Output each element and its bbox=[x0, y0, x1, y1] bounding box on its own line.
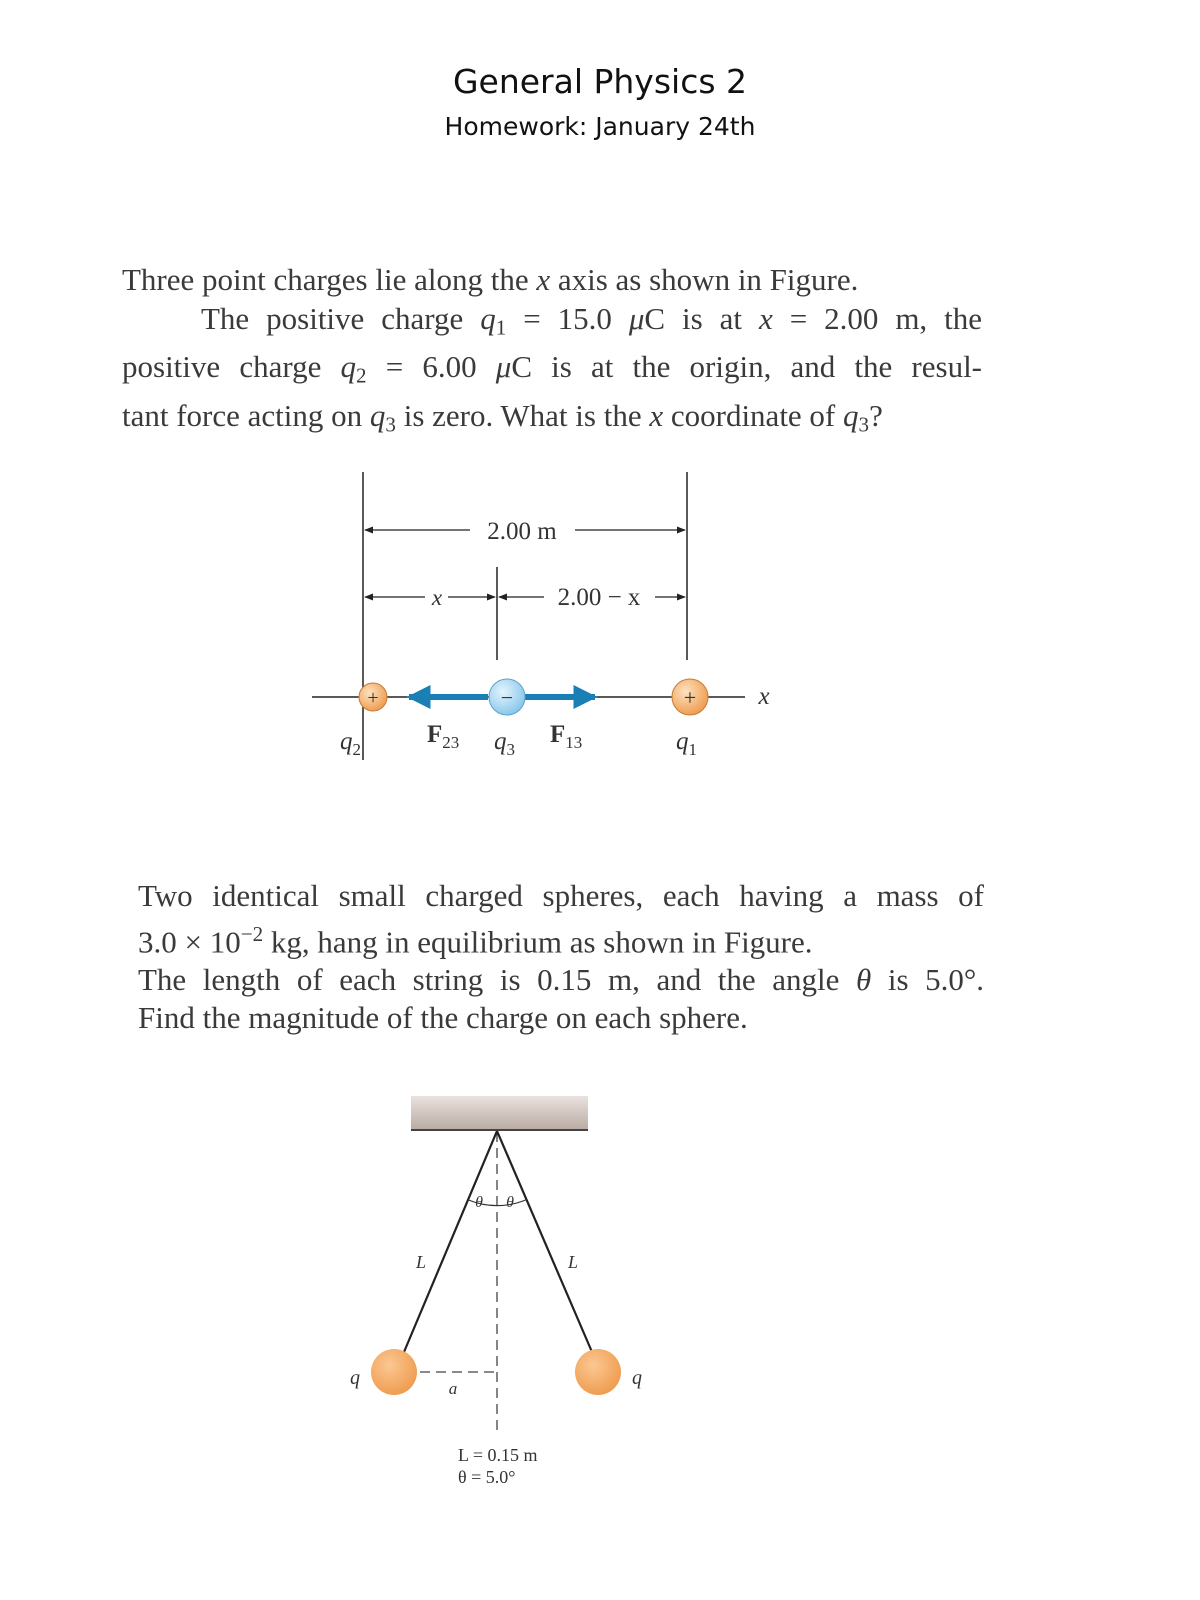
figure1-charges bbox=[312, 472, 770, 760]
problem1-line-3: positive charge $q_2 = 6.00$ μC is at the origin, and the resul- bbox=[122, 349, 983, 388]
given-length: L = 0.15 m bbox=[458, 1445, 538, 1465]
dim-total-label: 2.00 m bbox=[487, 518, 557, 545]
problem1-line-1: Three point charges lie along the x axis as shown in Figure. bbox=[122, 262, 859, 297]
angle-left-label: θ bbox=[475, 1194, 483, 1211]
left-string bbox=[404, 1131, 497, 1352]
offset-a-label: a bbox=[448, 1379, 458, 1398]
left-charge-label: q bbox=[350, 1367, 360, 1389]
charge-q1-sign: + bbox=[683, 685, 697, 710]
problem2-line-2: $3.0 \times 10^{-2}$ kg, hang in equilibrium as shown in Figure. bbox=[138, 922, 813, 960]
angle-right-label: θ bbox=[506, 1194, 514, 1211]
label-q1: $q_1$ bbox=[676, 728, 697, 759]
label-f13: $F_{13}$ bbox=[550, 721, 583, 752]
problem2-line-4: Find the magnitude of the charge on each sphere. bbox=[138, 1000, 748, 1036]
problem2-line-3: The length of each string is 0.15 m, and the angle θ is 5.0°. bbox=[138, 962, 984, 998]
right-string-label: L bbox=[567, 1252, 579, 1272]
charge-q2-sign: + bbox=[367, 687, 379, 709]
right-sphere bbox=[575, 1349, 621, 1395]
label-q2: $q_2$ bbox=[340, 728, 361, 759]
charge-q3-sign: − bbox=[500, 685, 514, 710]
page-title: General Physics 2 bbox=[452, 62, 748, 101]
left-sphere bbox=[371, 1349, 417, 1395]
figure2-pendulum bbox=[350, 1096, 642, 1487]
label-q3: $q_3$ bbox=[494, 728, 515, 759]
right-charge-label: q bbox=[632, 1367, 642, 1389]
left-string-label: L bbox=[415, 1252, 427, 1272]
problem1-line-2: The positive charge $q_1 = 15.0$ μC is at x = 2.00 m, the bbox=[201, 301, 982, 340]
problem1-line-4: tant force acting on $q_3$ is zero. What is the x coordinate of $q_3$? bbox=[122, 397, 883, 436]
label-f23: $F_{23}$ bbox=[427, 721, 460, 752]
given-angle: θ = 5.0° bbox=[458, 1467, 516, 1487]
problem2-line-1: Two identical small charged spheres, each having a mass of bbox=[138, 878, 984, 913]
ceiling bbox=[411, 1096, 588, 1130]
right-string bbox=[497, 1131, 592, 1352]
dim-rest-label: 2.00 − x bbox=[557, 584, 641, 611]
page-subtitle: Homework: January 24th bbox=[444, 112, 756, 141]
x-axis-label: x bbox=[758, 683, 770, 710]
dim-x-label: x bbox=[431, 585, 443, 610]
